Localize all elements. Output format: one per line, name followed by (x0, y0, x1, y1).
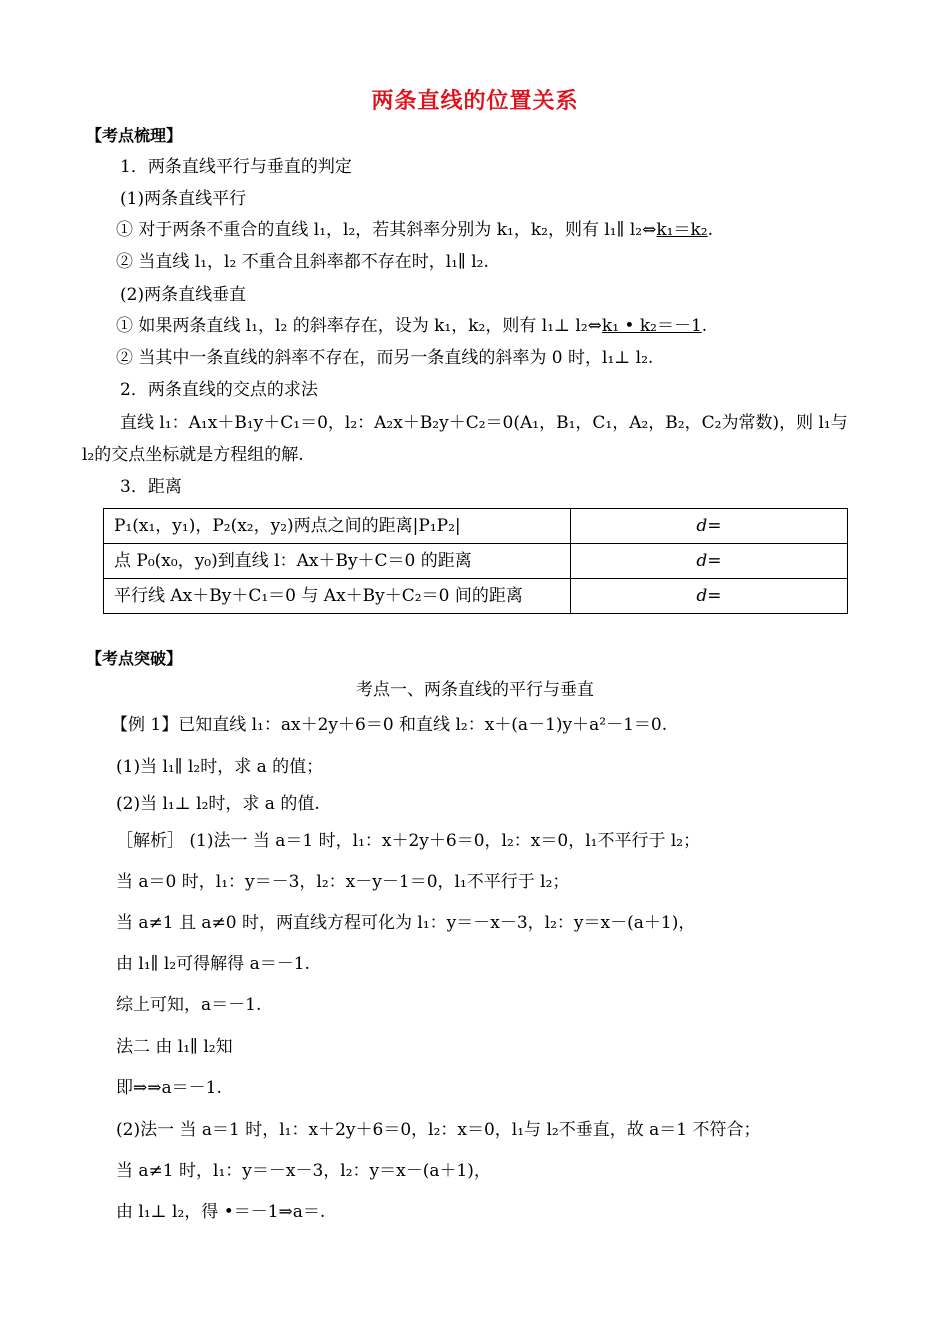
sub-heading: (1)两条直线平行 (120, 189, 247, 209)
solution-line: 由 l₁⊥ l₂，得 •＝－1⇒a＝. (116, 1202, 326, 1222)
table-cell: P₁(x₁，y₁)，P₂(x₂，y₂)两点之间的距离|P₁P₂| (104, 509, 571, 544)
solution-line: (2)法一 当 a＝1 时，l₁：x＋2y＋6＝0，l₂：x＝0，l₁与 l₂不垂直，故 a＝1 不符合； (116, 1120, 761, 1140)
paragraph-heading: 2．两条直线的交点的求法 (120, 380, 318, 400)
table-cell: d= (571, 579, 848, 614)
paragraph: ② 当直线 l₁，l₂ 不重合且斜率都不存在时，l₁∥ l₂. (116, 252, 489, 272)
solution-line: 当 a≠1 且 a≠0 时，两直线方程可化为 l₁：y＝－x－3，l₂：y＝x－(a＋1)， (116, 913, 696, 933)
table-cell: d= (571, 509, 848, 544)
table-row (104, 579, 848, 614)
example-question: (1)当 l₁∥ l₂时，求 a 的值； (116, 757, 324, 777)
solution-line: 当 a＝0 时，l₁：y＝－3，l₂：x－y－1＝0，l₁不平行于 l₂； (116, 872, 570, 892)
underlined-answer: k₁ • k₂＝－1 (601, 316, 702, 336)
underlined-answer: k₁＝k₂ (656, 220, 708, 240)
sub-heading: (2)两条直线垂直 (120, 285, 247, 305)
paragraph-heading: 1．两条直线平行与垂直的判定 (120, 157, 352, 177)
table-row (104, 544, 848, 579)
paragraph (116, 219, 713, 241)
paragraph-heading: 3．距离 (120, 477, 182, 497)
paragraph: l₂的交点坐标就是方程组的解. (82, 445, 304, 465)
text-span: . (701, 316, 708, 336)
section-heading-breakthrough: 【考点突破】 (86, 649, 183, 668)
table-cell: 平行线 Ax＋By＋C₁＝0 与 Ax＋By＋C₂＝0 间的距离 (104, 579, 571, 614)
example-question: (2)当 l₁⊥ l₂时，求 a 的值. (116, 794, 320, 814)
solution-line: 综上可知，a＝－1. (116, 995, 262, 1015)
table-cell: d= (571, 544, 848, 579)
solution-line: 由 l₁∥ l₂可得解得 a＝－1. (116, 954, 310, 974)
text-span: ① 对于两条不重合的直线 l₁，l₂，若其斜率分别为 k₁，k₂，则有 l₁∥ l₂⇔ (116, 220, 657, 240)
paragraph: 直线 l₁：A₁x＋B₁y＋C₁＝0，l₂：A₂x＋B₂y＋C₂＝0(A₁，B₁，C₁，A₂，B₂，C₂为常数)，则 l₁与 (120, 413, 848, 433)
text-span: ① 如果两条直线 l₁，l₂ 的斜率存在，设为 k₁，k₂，则有 l₁⊥ l₂⇔ (116, 316, 602, 336)
paragraph: ② 当其中一条直线的斜率不存在，而另一条直线的斜率为 0 时，l₁⊥ l₂. (116, 348, 654, 368)
topic-heading: 考点一、两条直线的平行与垂直 (356, 680, 594, 700)
solution-line: 即⇒⇒a＝－1. (116, 1078, 222, 1098)
table-row (104, 509, 848, 544)
solution-line: 当 a≠1 时，l₁：y＝－x－3，l₂：y＝x－(a＋1)， (116, 1161, 491, 1181)
page-title: 两条直线的位置关系 (371, 89, 579, 114)
section-heading-review: 【考点梳理】 (86, 126, 183, 145)
table-cell: 点 P₀(x₀，y₀)到直线 l：Ax＋By＋C＝0 的距离 (104, 544, 571, 579)
paragraph (116, 315, 707, 337)
distance-formula-table (103, 508, 848, 614)
example-statement: 【例 1】已知直线 l₁：ax＋2y＋6＝0 和直线 l₂：x＋(a－1)y＋a²－1＝0. (111, 715, 668, 735)
text-span: . (707, 220, 713, 240)
solution-line: ［解析］ (1)法一 当 a＝1 时，l₁：x＋2y＋6＝0，l₂：x＝0，l₁不平行于 l₂； (116, 831, 701, 851)
solution-line: 法二 由 l₁∥ l₂知 (116, 1037, 233, 1057)
